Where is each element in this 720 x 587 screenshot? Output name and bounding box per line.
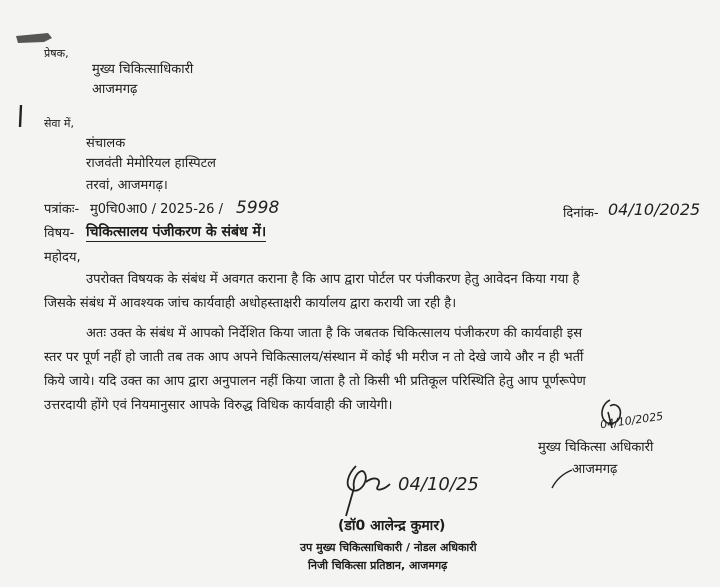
paragraph-2-line-1: अतः उक्त के संबंध में आपको निर्देशित किया जाता है कि जबतक चिकित्सालय पंजीकरण की कार्यवाही इस [86, 326, 583, 341]
cmo-place: आजमगढ़ [572, 462, 618, 477]
deputy-cmo-name: (डॉ0 आलेन्द्र कुमार) [338, 518, 446, 534]
sender-name: मुख्य चिकित्साधिकारी [92, 62, 194, 77]
subject-text [86, 224, 266, 240]
date-label: दिनांक- [563, 206, 599, 221]
cmo-designation: मुख्य चिकित्सा अधिकारी [538, 440, 654, 455]
paragraph-2 [44, 322, 664, 418]
cmo-signature-flourish [548, 468, 576, 490]
recipient-org: राजवंती मेमोरियल हास्पिटल [86, 156, 216, 171]
paragraph-1 [44, 268, 664, 316]
cmo-handwritten-date: 04/10/2025 [599, 409, 665, 432]
margin-stroke-mark [18, 104, 24, 128]
recipient-title: संचालक [86, 136, 126, 151]
paragraph-2-line-2: स्तर पर पूर्ण नहीं हो जाती तब तक आप अपने चिकित्सालय/संस्थान में कोई भी मरीज न तो देखे जाये और न ही भर्ती [44, 350, 584, 365]
handwritten-date: 04/10/2025 [608, 200, 701, 219]
salutation: महोदय, [44, 250, 81, 265]
paragraph-2-line-3: किये जाये। यदि उक्त का आप द्वारा अनुपालन नहीं किया जाता है तो किसी भी प्रतिकूल परिस्थिति हेतु आप पूर्णरूपेण [44, 374, 586, 389]
reference-handwritten-number: 5998 [236, 198, 280, 218]
subject-text-value: चिकित्सालय पंजीकरण के संबंध में। [86, 224, 267, 240]
recipient-address: तरवां, आजमगढ़। [86, 178, 168, 193]
recipient-label: सेवा में, [44, 117, 74, 130]
subject-label: विषय- [44, 226, 75, 241]
deputy-cmo-handwritten-date: 04/10/25 [398, 474, 479, 495]
staple-mark-icon [14, 30, 54, 46]
reference-number: मु0चि0आ0 / 2025-26 / [90, 202, 223, 217]
sender-label: प्रेषक, [44, 47, 69, 60]
paragraph-1-line-2: जिसके संबंध में आवश्यक जांच कार्यवाही अधोहस्ताक्षरी कार्यालय द्वारा करायी जा रही है। [44, 296, 457, 311]
deputy-cmo-department: निजी चिकित्सा प्रतिष्ठान, आजमगढ़ [308, 559, 448, 572]
deputy-cmo-designation: उप मुख्य चिकित्साधिकारी / नोडल अधिकारी [300, 541, 477, 554]
paragraph-1-line-1: उपरोक्त विषयक के संबंध में अवगत कराना है कि आप द्वारा पोर्टल पर पंजीकरण हेतु आवेदन किया गया है [86, 272, 580, 287]
reference-label: पत्रांकः- [44, 202, 80, 217]
paragraph-2-line-4: उत्तरदायी होंगे एवं नियमानुसार आपके विरुद्ध विधिक कार्यवाही की जायेगी। [44, 398, 393, 413]
sender-place: आजमगढ़ [92, 82, 138, 97]
